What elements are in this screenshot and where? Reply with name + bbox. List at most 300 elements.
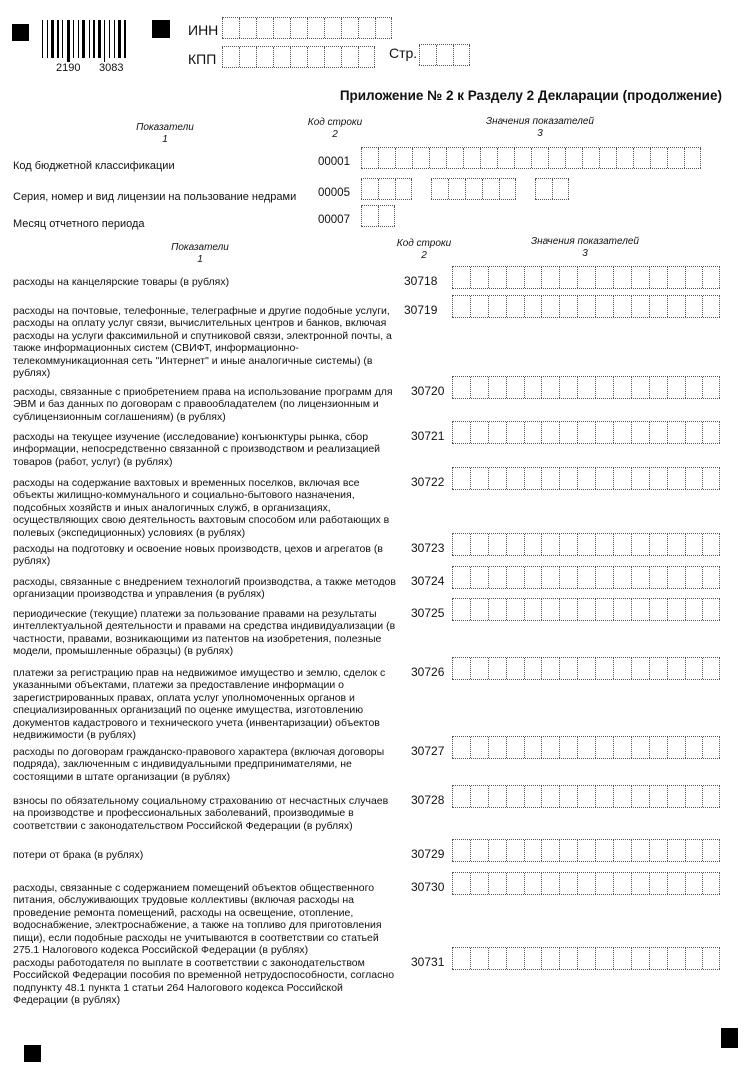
digit-cell[interactable]	[685, 786, 703, 807]
digit-cell[interactable]	[702, 296, 720, 317]
digit-cell[interactable]	[559, 599, 577, 620]
digit-cell[interactable]	[222, 18, 239, 38]
digit-cell[interactable]	[577, 599, 595, 620]
digit-cell[interactable]	[559, 377, 577, 398]
digit-cell[interactable]	[702, 840, 720, 861]
digit-cell[interactable]	[595, 468, 613, 489]
digit-cell[interactable]	[577, 422, 595, 443]
digit-cell[interactable]	[631, 840, 649, 861]
digit-cell[interactable]	[613, 534, 631, 555]
digit-cell[interactable]	[577, 567, 595, 588]
digit-cell[interactable]	[470, 377, 488, 398]
digit-cell[interactable]	[559, 534, 577, 555]
row-value-input[interactable]	[452, 467, 720, 490]
digit-cell[interactable]	[524, 534, 542, 555]
digit-cell[interactable]	[559, 840, 577, 861]
digit-cell[interactable]	[506, 567, 524, 588]
digit-cell[interactable]	[595, 840, 613, 861]
digit-cell[interactable]	[631, 737, 649, 758]
digit-cell[interactable]	[559, 296, 577, 317]
digit-cell[interactable]	[559, 873, 577, 894]
digit-cell[interactable]	[419, 45, 436, 65]
digit-cell[interactable]	[649, 534, 667, 555]
digit-cell[interactable]	[488, 534, 506, 555]
digit-cell[interactable]	[465, 179, 482, 199]
kpp-input[interactable]	[222, 46, 375, 68]
digit-cell[interactable]	[649, 873, 667, 894]
digit-cell[interactable]	[488, 658, 506, 679]
digit-cell[interactable]	[577, 296, 595, 317]
digit-cell[interactable]	[531, 148, 548, 168]
digit-cell[interactable]	[506, 658, 524, 679]
digit-cell[interactable]	[548, 148, 565, 168]
digit-cell[interactable]	[452, 737, 470, 758]
digit-cell[interactable]	[506, 468, 524, 489]
digit-cell[interactable]	[685, 737, 703, 758]
digit-cell[interactable]	[524, 786, 542, 807]
digit-cell[interactable]	[358, 18, 375, 38]
barcode-bar	[62, 20, 63, 58]
digit-cell[interactable]	[577, 534, 595, 555]
digit-cell[interactable]	[470, 786, 488, 807]
digit-cell[interactable]	[685, 948, 703, 969]
digit-cell[interactable]	[599, 148, 616, 168]
digit-cell[interactable]	[613, 377, 631, 398]
digit-cell[interactable]	[452, 948, 470, 969]
digit-cell[interactable]	[506, 267, 524, 288]
row-value-input[interactable]	[452, 533, 720, 556]
digit-cell[interactable]	[650, 148, 667, 168]
digit-cell[interactable]	[541, 737, 559, 758]
digit-cell[interactable]	[595, 737, 613, 758]
digit-cell[interactable]	[506, 534, 524, 555]
digit-cell[interactable]	[541, 377, 559, 398]
digit-cell[interactable]	[452, 534, 470, 555]
row-description: периодические (текущие) платежи за пользование правами на результаты интеллектуальной деятельности и правами на средства индивидуализации (в частности, правами, возникающими из патентов на изобретения, полезные модели, промышленные образцы) (в рублях)	[13, 608, 396, 658]
digit-cell[interactable]	[541, 840, 559, 861]
digit-cell[interactable]	[470, 468, 488, 489]
row-value-input[interactable]	[452, 598, 720, 621]
digit-cell[interactable]	[470, 840, 488, 861]
digit-cell[interactable]	[488, 873, 506, 894]
digit-cell[interactable]	[307, 47, 324, 67]
digit-cell[interactable]	[541, 599, 559, 620]
digit-cell[interactable]	[524, 737, 542, 758]
digit-cell[interactable]	[613, 422, 631, 443]
digit-cell[interactable]	[613, 840, 631, 861]
digit-cell[interactable]	[577, 468, 595, 489]
digit-cell[interactable]	[667, 534, 685, 555]
page-number-input[interactable]	[419, 44, 470, 66]
row-value-input[interactable]	[452, 947, 720, 970]
value-input[interactable]	[361, 178, 412, 200]
value-input[interactable]	[361, 147, 701, 169]
digit-cell[interactable]	[685, 296, 703, 317]
row-value-input[interactable]	[452, 421, 720, 444]
digit-cell[interactable]	[412, 148, 429, 168]
digit-cell[interactable]	[702, 534, 720, 555]
digit-cell[interactable]	[667, 296, 685, 317]
digit-cell[interactable]	[582, 148, 599, 168]
digit-cell[interactable]	[649, 377, 667, 398]
digit-cell[interactable]	[613, 468, 631, 489]
digit-cell[interactable]	[541, 873, 559, 894]
digit-cell[interactable]	[506, 296, 524, 317]
digit-cell[interactable]	[453, 45, 470, 65]
digit-cell[interactable]	[702, 377, 720, 398]
digit-cell[interactable]	[613, 267, 631, 288]
digit-cell[interactable]	[631, 534, 649, 555]
digit-cell[interactable]	[702, 567, 720, 588]
digit-cell[interactable]	[595, 377, 613, 398]
digit-cell[interactable]	[524, 658, 542, 679]
registration-marker-bottom-right	[721, 1028, 738, 1048]
digit-cell[interactable]	[341, 47, 358, 67]
digit-cell[interactable]	[395, 148, 412, 168]
digit-cell[interactable]	[595, 296, 613, 317]
row-value-input[interactable]	[452, 839, 720, 862]
digit-cell[interactable]	[685, 534, 703, 555]
digit-cell[interactable]	[559, 658, 577, 679]
digit-cell[interactable]	[488, 737, 506, 758]
column-header-line-code-label: Код строки	[307, 117, 363, 128]
digit-cell[interactable]	[506, 422, 524, 443]
digit-cell[interactable]	[470, 948, 488, 969]
digit-cell[interactable]	[631, 422, 649, 443]
digit-cell[interactable]	[595, 948, 613, 969]
digit-cell[interactable]	[685, 873, 703, 894]
digit-cell[interactable]	[470, 296, 488, 317]
digit-cell[interactable]	[463, 148, 480, 168]
digit-cell[interactable]	[667, 468, 685, 489]
digit-cell[interactable]	[452, 567, 470, 588]
digit-cell[interactable]	[631, 599, 649, 620]
digit-cell[interactable]	[524, 377, 542, 398]
digit-cell[interactable]	[631, 786, 649, 807]
digit-cell[interactable]	[452, 658, 470, 679]
digit-cell[interactable]	[470, 599, 488, 620]
digit-cell[interactable]	[649, 658, 667, 679]
digit-cell[interactable]	[506, 786, 524, 807]
digit-cell[interactable]	[577, 873, 595, 894]
digit-cell[interactable]	[239, 18, 256, 38]
digit-cell[interactable]	[524, 948, 542, 969]
digit-cell[interactable]	[649, 267, 667, 288]
digit-cell[interactable]	[541, 567, 559, 588]
digit-cell[interactable]	[541, 658, 559, 679]
digit-cell[interactable]	[506, 948, 524, 969]
digit-cell[interactable]	[452, 599, 470, 620]
digit-cell[interactable]	[631, 468, 649, 489]
digit-cell[interactable]	[452, 422, 470, 443]
digit-cell[interactable]	[702, 267, 720, 288]
digit-cell[interactable]	[667, 873, 685, 894]
digit-cell[interactable]	[613, 786, 631, 807]
digit-cell[interactable]	[559, 468, 577, 489]
digit-cell[interactable]	[452, 873, 470, 894]
digit-cell[interactable]	[559, 422, 577, 443]
digit-cell[interactable]	[613, 737, 631, 758]
digit-cell[interactable]	[497, 148, 514, 168]
digit-cell[interactable]	[631, 267, 649, 288]
digit-cell[interactable]	[702, 786, 720, 807]
digit-cell[interactable]	[378, 179, 395, 199]
digit-cell[interactable]	[667, 599, 685, 620]
digit-cell[interactable]	[702, 599, 720, 620]
digit-cell[interactable]	[470, 567, 488, 588]
digit-cell[interactable]	[324, 47, 341, 67]
digit-cell[interactable]	[524, 840, 542, 861]
barcode-bar	[47, 20, 48, 58]
digit-cell[interactable]	[524, 873, 542, 894]
digit-cell[interactable]	[685, 599, 703, 620]
digit-cell[interactable]	[667, 267, 685, 288]
digit-cell[interactable]	[649, 948, 667, 969]
digit-cell[interactable]	[633, 148, 650, 168]
digit-cell[interactable]	[541, 422, 559, 443]
digit-cell[interactable]	[631, 658, 649, 679]
top-row-code: 00005	[318, 187, 350, 199]
row-value-input[interactable]	[452, 785, 720, 808]
digit-cell[interactable]	[524, 599, 542, 620]
digit-cell[interactable]	[613, 567, 631, 588]
digit-cell[interactable]	[631, 377, 649, 398]
digit-cell[interactable]	[667, 148, 684, 168]
digit-cell[interactable]	[595, 534, 613, 555]
digit-cell[interactable]	[667, 658, 685, 679]
digit-cell[interactable]	[565, 148, 582, 168]
row-value-input[interactable]	[452, 736, 720, 759]
digit-cell[interactable]	[535, 179, 552, 199]
registration-marker-bottom-left	[24, 1045, 41, 1062]
digit-cell[interactable]	[307, 18, 324, 38]
digit-cell[interactable]	[595, 658, 613, 679]
digit-cell[interactable]	[222, 47, 239, 67]
digit-cell[interactable]	[702, 737, 720, 758]
digit-cell[interactable]	[613, 658, 631, 679]
digit-cell[interactable]	[559, 567, 577, 588]
digit-cell[interactable]	[290, 18, 307, 38]
digit-cell[interactable]	[431, 179, 448, 199]
digit-cell[interactable]	[488, 422, 506, 443]
row-value-input[interactable]	[452, 266, 720, 289]
digit-cell[interactable]	[649, 468, 667, 489]
digit-cell[interactable]	[577, 737, 595, 758]
digit-cell[interactable]	[506, 873, 524, 894]
digit-cell[interactable]	[452, 786, 470, 807]
digit-cell[interactable]	[649, 567, 667, 588]
digit-cell[interactable]	[649, 737, 667, 758]
digit-cell[interactable]	[488, 786, 506, 807]
digit-cell[interactable]	[256, 47, 273, 67]
digit-cell[interactable]	[541, 468, 559, 489]
digit-cell[interactable]	[577, 267, 595, 288]
digit-cell[interactable]	[524, 296, 542, 317]
digit-cell[interactable]	[470, 658, 488, 679]
digit-cell[interactable]	[395, 179, 412, 199]
digit-cell[interactable]	[595, 873, 613, 894]
digit-cell[interactable]	[239, 47, 256, 67]
digit-cell[interactable]	[524, 567, 542, 588]
digit-cell[interactable]	[273, 18, 290, 38]
digit-cell[interactable]	[452, 267, 470, 288]
digit-cell[interactable]	[378, 206, 395, 226]
digit-cell[interactable]	[541, 267, 559, 288]
digit-cell[interactable]	[613, 948, 631, 969]
digit-cell[interactable]	[631, 948, 649, 969]
digit-cell[interactable]	[616, 148, 633, 168]
digit-cell[interactable]	[446, 148, 463, 168]
digit-cell[interactable]	[470, 267, 488, 288]
digit-cell[interactable]	[256, 18, 273, 38]
digit-cell[interactable]	[649, 296, 667, 317]
digit-cell[interactable]	[667, 737, 685, 758]
digit-cell[interactable]	[470, 422, 488, 443]
barcode-bar	[98, 20, 101, 58]
digit-cell[interactable]	[273, 47, 290, 67]
digit-cell[interactable]	[577, 658, 595, 679]
digit-cell[interactable]	[361, 179, 378, 199]
value-input[interactable]	[361, 205, 395, 227]
digit-cell[interactable]	[470, 737, 488, 758]
value-input[interactable]	[535, 178, 569, 200]
digit-cell[interactable]	[452, 296, 470, 317]
digit-cell[interactable]	[685, 267, 703, 288]
digit-cell[interactable]	[524, 422, 542, 443]
digit-cell[interactable]	[702, 422, 720, 443]
digit-cell[interactable]	[613, 873, 631, 894]
digit-cell[interactable]	[452, 468, 470, 489]
digit-cell[interactable]	[514, 148, 531, 168]
digit-cell[interactable]	[649, 422, 667, 443]
digit-cell[interactable]	[361, 206, 378, 226]
digit-cell[interactable]	[595, 267, 613, 288]
digit-cell[interactable]	[667, 840, 685, 861]
digit-cell[interactable]	[667, 422, 685, 443]
digit-cell[interactable]	[341, 18, 358, 38]
digit-cell[interactable]	[506, 737, 524, 758]
digit-cell[interactable]	[452, 840, 470, 861]
digit-cell[interactable]	[524, 468, 542, 489]
row-value-input[interactable]	[452, 657, 720, 680]
row-code: 30730	[411, 880, 445, 894]
digit-cell[interactable]	[429, 148, 446, 168]
digit-cell[interactable]	[685, 658, 703, 679]
digit-cell[interactable]	[631, 567, 649, 588]
digit-cell[interactable]	[559, 786, 577, 807]
digit-cell[interactable]	[613, 296, 631, 317]
row-value-input[interactable]	[452, 872, 720, 895]
digit-cell[interactable]	[685, 468, 703, 489]
digit-cell[interactable]	[702, 873, 720, 894]
digit-cell[interactable]	[667, 567, 685, 588]
digit-cell[interactable]	[541, 534, 559, 555]
digit-cell[interactable]	[488, 567, 506, 588]
digit-cell[interactable]	[470, 873, 488, 894]
digit-cell[interactable]	[667, 786, 685, 807]
digit-cell[interactable]	[358, 47, 375, 67]
digit-cell[interactable]	[524, 267, 542, 288]
digit-cell[interactable]	[378, 148, 395, 168]
digit-cell[interactable]	[488, 377, 506, 398]
digit-cell[interactable]	[685, 567, 703, 588]
digit-cell[interactable]	[506, 599, 524, 620]
digit-cell[interactable]	[649, 786, 667, 807]
digit-cell[interactable]	[684, 148, 701, 168]
digit-cell[interactable]	[595, 786, 613, 807]
barcode-bar	[109, 20, 110, 58]
digit-cell[interactable]	[595, 567, 613, 588]
digit-cell[interactable]	[577, 786, 595, 807]
digit-cell[interactable]	[488, 468, 506, 489]
top-row-code: 00007	[318, 214, 350, 226]
digit-cell[interactable]	[361, 148, 378, 168]
digit-cell[interactable]	[667, 377, 685, 398]
digit-cell[interactable]	[499, 179, 516, 199]
row-description: расходы на канцелярские товары (в рублях)	[13, 276, 230, 288]
digit-cell[interactable]	[448, 179, 465, 199]
top-row-code: 00001	[318, 156, 350, 168]
digit-cell[interactable]	[577, 948, 595, 969]
digit-cell[interactable]	[613, 599, 631, 620]
value-input[interactable]	[431, 178, 516, 200]
digit-cell[interactable]	[631, 296, 649, 317]
digit-cell[interactable]	[488, 267, 506, 288]
digit-cell[interactable]	[480, 148, 497, 168]
digit-cell[interactable]	[702, 468, 720, 489]
digit-cell[interactable]	[685, 377, 703, 398]
digit-cell[interactable]	[702, 658, 720, 679]
digit-cell[interactable]	[436, 45, 453, 65]
digit-cell[interactable]	[290, 47, 307, 67]
digit-cell[interactable]	[685, 840, 703, 861]
digit-cell[interactable]	[559, 737, 577, 758]
digit-cell[interactable]	[541, 786, 559, 807]
digit-cell[interactable]	[470, 534, 488, 555]
digit-cell[interactable]	[649, 599, 667, 620]
digit-cell[interactable]	[506, 840, 524, 861]
digit-cell[interactable]	[488, 948, 506, 969]
digit-cell[interactable]	[595, 599, 613, 620]
digit-cell[interactable]	[541, 296, 559, 317]
digit-cell[interactable]	[685, 422, 703, 443]
digit-cell[interactable]	[482, 179, 499, 199]
digit-cell[interactable]	[702, 948, 720, 969]
digit-cell[interactable]	[552, 179, 569, 199]
digit-cell[interactable]	[488, 296, 506, 317]
digit-cell[interactable]	[577, 377, 595, 398]
digit-cell[interactable]	[375, 18, 392, 38]
row-value-input[interactable]	[452, 376, 720, 399]
digit-cell[interactable]	[506, 377, 524, 398]
digit-cell[interactable]	[452, 377, 470, 398]
digit-cell[interactable]	[324, 18, 341, 38]
row-value-input[interactable]	[452, 566, 720, 589]
digit-cell[interactable]	[631, 873, 649, 894]
digit-cell[interactable]	[541, 948, 559, 969]
digit-cell[interactable]	[488, 840, 506, 861]
digit-cell[interactable]	[595, 422, 613, 443]
digit-cell[interactable]	[649, 840, 667, 861]
digit-cell[interactable]	[559, 267, 577, 288]
digit-cell[interactable]	[577, 840, 595, 861]
digit-cell[interactable]	[559, 948, 577, 969]
inn-input[interactable]	[222, 17, 392, 39]
digit-cell[interactable]	[488, 599, 506, 620]
digit-cell[interactable]	[667, 948, 685, 969]
row-value-input[interactable]	[452, 295, 720, 318]
barcode	[42, 20, 138, 62]
